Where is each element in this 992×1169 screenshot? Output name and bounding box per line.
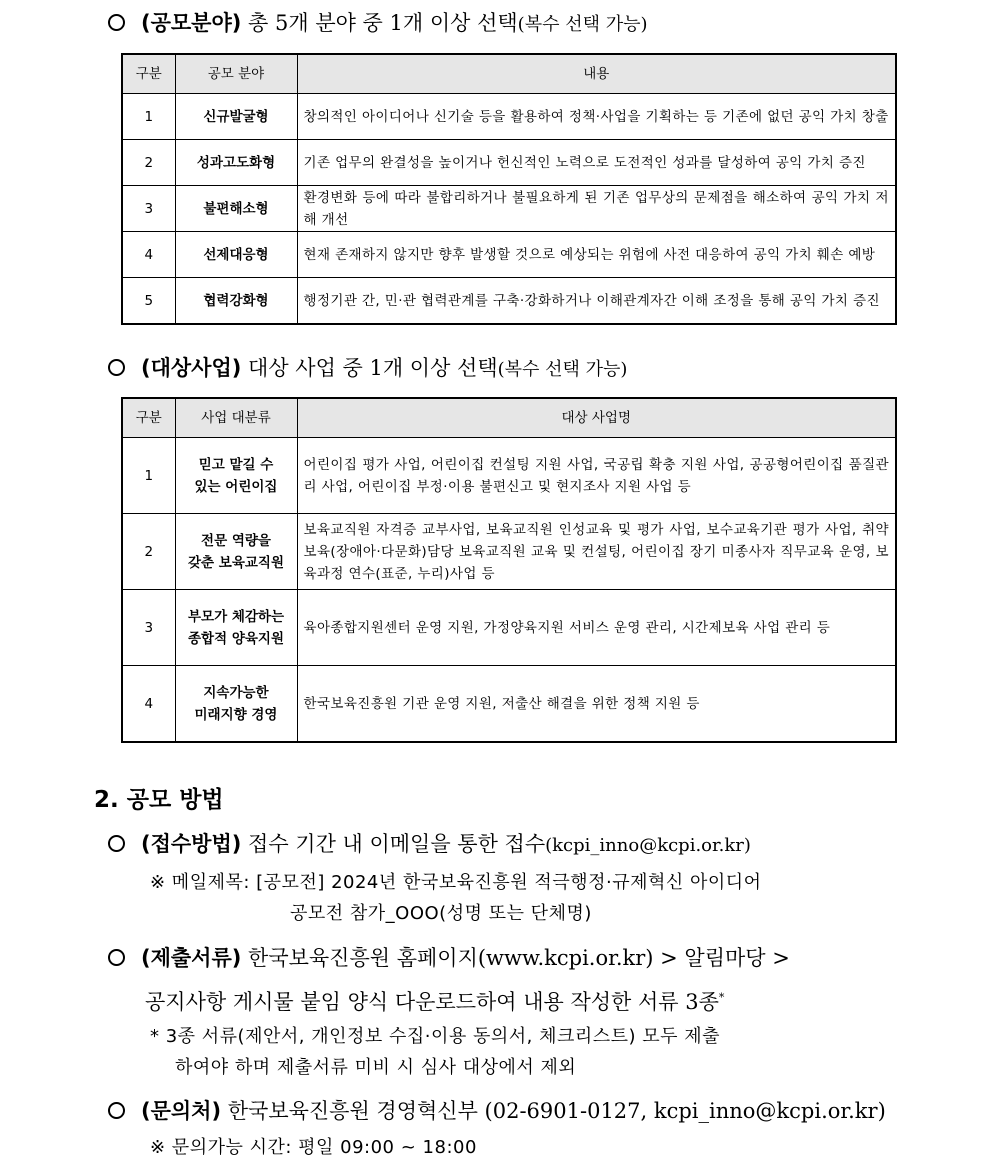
field-desc: 행정기관 간, 민·관 협력관계를 구축·강화하거나 이해관계자간 이해 조정을 통해 공익 가치 증진 <box>297 278 896 325</box>
business-desc: 한국보육진흥원 기관 운영 지원, 저출산 해결을 위한 정책 지원 등 <box>297 666 896 743</box>
docs-note-line1: * 3종 서류(제안서, 개인정보 수집·이용 동의서, 체크리스트) 모두 제출 <box>150 1026 721 1047</box>
col-header: 대상 사업명 <box>297 398 896 438</box>
table-row <box>122 590 896 666</box>
apply-note-line2: 공모전 참가_OOO(성명 또는 단체명) <box>290 903 592 924</box>
apply-label: (접수방법) <box>141 832 242 856</box>
table-row <box>122 666 896 743</box>
field-desc: 현재 존재하지 않지만 향후 발생할 것으로 예상되는 위험에 사전 대응하여 공익 가치 훼손 예방 <box>297 232 896 278</box>
section2-heading <box>108 353 627 385</box>
business-category <box>175 666 297 743</box>
row-number: 4 <box>122 232 175 278</box>
business-category-line2: 있는 어린이집 <box>194 478 278 495</box>
row-number: 2 <box>122 514 175 590</box>
apply-heading <box>108 829 751 861</box>
col-header: 공모 분야 <box>175 54 297 94</box>
docs-line2: 공지사항 게시물 붙임 양식 다운로드하여 내용 작성한 서류 3종 <box>145 990 719 1014</box>
table-row <box>122 94 896 140</box>
table-row <box>122 514 896 590</box>
field-type: 불편해소형 <box>175 186 297 232</box>
row-number: 2 <box>122 140 175 186</box>
business-category-line1: 부모가 체감하는 <box>188 608 284 625</box>
section2-text: 대상 사업 중 1개 이상 선택 <box>248 356 498 380</box>
row-number: 3 <box>122 590 175 666</box>
field-desc: 창의적인 아이디어나 신기술 등을 활용하여 정책·사업을 기획하는 등 기존에 없던 공익 가치 창출 <box>297 94 896 140</box>
col-header: 사업 대분류 <box>175 398 297 438</box>
contact-note: ※ 문의가능 시간: 평일 09:00 ~ 18:00 <box>150 1137 477 1158</box>
table-row <box>122 186 896 232</box>
docs-line1: 한국보육진흥원 홈페이지(www.kcpi.or.kr) > 알림마당 > <box>248 946 790 970</box>
field-type: 선제대응형 <box>175 232 297 278</box>
business-category-line1: 전문 역량을 <box>201 532 271 549</box>
col-header: 내용 <box>297 54 896 94</box>
business-category-line2: 종합적 양육지원 <box>188 630 284 647</box>
section2-label: (대상사업) <box>141 356 242 380</box>
table-row <box>122 438 896 514</box>
section1-heading <box>108 8 648 40</box>
circle-bullet-icon <box>108 359 125 376</box>
row-number: 1 <box>122 438 175 514</box>
apply-note-line1: ※ 메일제목: [공모전] 2024년 한국보육진흥원 적극행정·규제혁신 아이디어 <box>150 872 762 893</box>
table-row <box>122 140 896 186</box>
contact-text: 한국보육진흥원 경영혁신부 (02-6901-0127, kcpi_inno@kcpi.or.kr) <box>227 1099 886 1123</box>
business-desc: 어린이집 평가 사업, 어린이집 컨설팅 지원 사업, 국공립 확충 지원 사업, 공공형어린이집 품질관리 사업, 어린이집 부정·이용 불편신고 및 현지조사 지원 사업 등 <box>297 438 896 514</box>
business-table <box>121 397 897 743</box>
field-type: 협력강화형 <box>175 278 297 325</box>
section1-paren: (복수 선택 가능) <box>517 14 648 35</box>
field-desc: 환경변화 등에 따라 불합리하거나 불필요하게 된 기존 업무상의 문제점을 해소하여 공익 가치 저해 개선 <box>297 186 896 232</box>
col-header: 구분 <box>122 398 175 438</box>
business-category <box>175 514 297 590</box>
docs-label: (제출서류) <box>141 946 242 970</box>
business-category-line2: 미래지향 경영 <box>194 706 278 723</box>
docs-star: * <box>718 991 725 1004</box>
circle-bullet-icon <box>108 1102 125 1119</box>
row-number: 5 <box>122 278 175 325</box>
docs-note-line2: 하여야 하며 제출서류 미비 시 심사 대상에서 제외 <box>175 1057 577 1078</box>
business-category <box>175 438 297 514</box>
table-header-row <box>122 54 896 94</box>
contact-label: (문의처) <box>141 1099 222 1123</box>
row-number: 3 <box>122 186 175 232</box>
business-desc: 보육교직원 자격증 교부사업, 보육교직원 인성교육 및 평가 사업, 보수교육기관 평가 사업, 취약보육(장애아·다문화)담당 보육교직원 교육 및 컨설팅, 어린이집 장기 미종사자 직무교육 운영, 보육과정 연수(표준, 누리)사업 등 <box>297 514 896 590</box>
section2-paren: (복수 선택 가능) <box>497 359 628 380</box>
row-number: 1 <box>122 94 175 140</box>
business-category-line1: 믿고 맡길 수 <box>198 456 274 473</box>
section-title: 2. 공모 방법 <box>94 787 224 813</box>
table-header-row <box>122 398 896 438</box>
business-category-line2: 갖춘 보육교직원 <box>188 554 284 571</box>
section1-text: 총 5개 분야 중 1개 이상 선택 <box>248 11 518 35</box>
row-number: 4 <box>122 666 175 743</box>
business-category-line1: 지속가능한 <box>203 684 269 701</box>
table-row <box>122 232 896 278</box>
docs-heading <box>108 943 790 973</box>
contact-heading <box>108 1096 886 1126</box>
apply-email: (kcpi_inno@kcpi.or.kr) <box>545 835 751 856</box>
col-header: 구분 <box>122 54 175 94</box>
circle-bullet-icon <box>108 835 125 852</box>
circle-bullet-icon <box>108 14 125 31</box>
circle-bullet-icon <box>108 949 125 966</box>
field-desc: 기존 업무의 완결성을 높이거나 헌신적인 노력으로 도전적인 성과를 달성하여 공익 가치 증진 <box>297 140 896 186</box>
business-desc: 육아종합지원센터 운영 지원, 가정양육지원 서비스 운영 관리, 시간제보육 사업 관리 등 <box>297 590 896 666</box>
apply-text: 접수 기간 내 이메일을 통한 접수 <box>248 832 546 856</box>
field-table <box>121 53 897 325</box>
field-type: 신규발굴형 <box>175 94 297 140</box>
table-row <box>122 278 896 325</box>
docs-line2-wrap <box>145 983 724 1017</box>
business-category <box>175 590 297 666</box>
section1-label: (공모분야) <box>141 11 242 35</box>
field-type: 성과고도화형 <box>175 140 297 186</box>
